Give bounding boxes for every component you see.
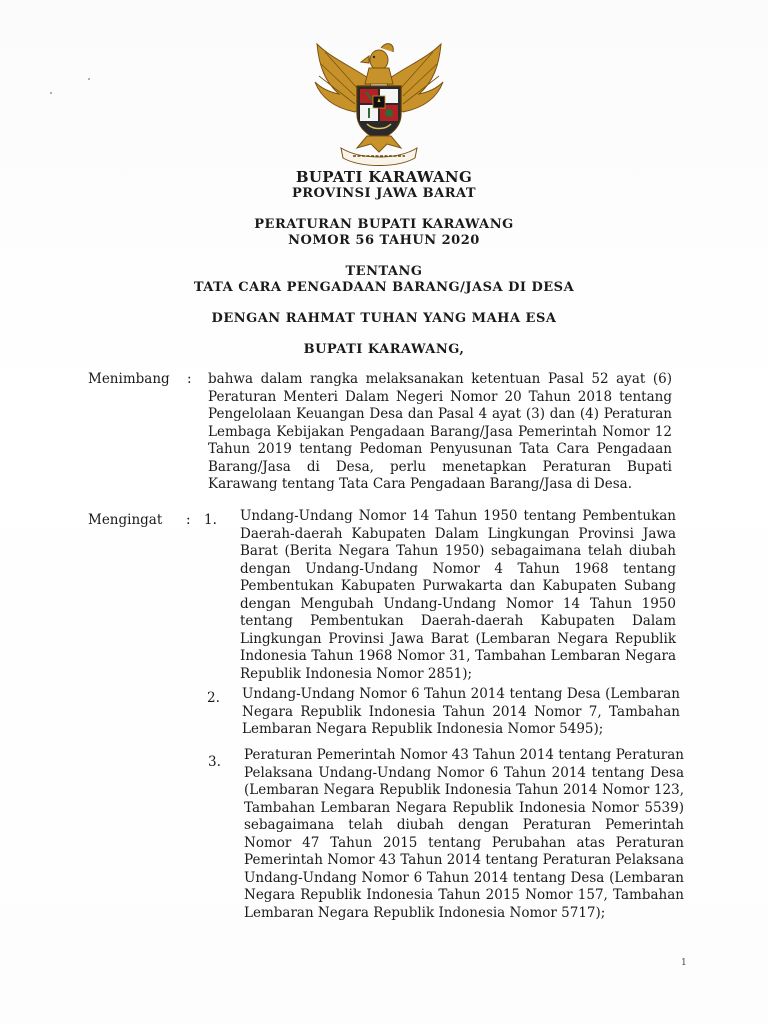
about-heading: TENTANG <box>345 264 423 279</box>
mengingat-label: Mengingat <box>88 512 163 528</box>
regulation-title: PERATURAN BUPATI KARAWANG <box>254 217 514 232</box>
header-provinsi: PROVINSI JAWA BARAT <box>291 186 477 201</box>
list-item-text: Undang-Undang Nomor 14 Tahun 1950 tentang Pembentukan Daerah-daerah Kabupaten Dalam Lingkungan Provinsi Jawa Barat (Berita Negara Tahun 1950) sebagaimana telah diubah dengan Undang-Undang Nomor 4 Tahun 1968 tentang Pembentukan Kabupaten Purwakarta dan Kabupaten Subang dengan Mengubah Undang-Undang Nomor 14 Tahun 1950 tentang Pembentukan Daerah-daerah Kabupaten Dalam Lingkungan Provinsi Jawa Barat (Lembaran Negara Republik Indonesia Tahun 1968 Nomor 31, Tambahan Lembaran Negara Republik Indonesia Nomor 2851); <box>240 508 676 682</box>
header-bupati: BUPATI KARAWANG <box>295 168 473 186</box>
list-item-text: Peraturan Pemerintah Nomor 43 Tahun 2014 tentang Peraturan Pelaksana Undang-Undang Nomor 6 Tahun 2014 tentang Desa (Lembaran Negara Republik Indonesia Tahun 2014 Nomor 123, Tambahan Lembaran Negara Republik Indonesia Nomor 5539) sebagaimana telah diubah dengan Peraturan Pemerintah Nomor 47 Tahun 2015 tentang Perubahan atas Peraturan Pemerintah Nomor 43 Tahun 2014 tentang Peraturan Pelaksana Undang-Undang Nomor 6 Tahun 2014 tentang Desa (Lembaran Negara Republik Indonesia Tahun 2015 Nomor 157, Tambahan Lembaran Negara Republik Indonesia Nomor 5717); <box>244 747 684 921</box>
menimbang-colon: : <box>187 371 192 387</box>
scan-speck <box>50 92 52 94</box>
preamble-heading: DENGAN RAHMAT TUHAN YANG MAHA ESA <box>211 311 557 326</box>
list-item-text: Undang-Undang Nomor 6 Tahun 2014 tentang Desa (Lembaran Negara Republik Indonesia Tahun 2014 Nomor 7, Tambahan Lembaran Negara Republik Indonesia Nomor 5495); <box>242 686 680 737</box>
list-item-number: 1. <box>204 512 217 528</box>
list-item-number: 3. <box>208 754 221 770</box>
scan-speck <box>88 78 90 80</box>
mengingat-colon: : <box>186 512 191 528</box>
garuda-pancasila-emblem-icon <box>311 36 447 168</box>
authority-heading: BUPATI KARAWANG, <box>303 342 465 357</box>
menimbang-text: bahwa dalam rangka melaksanakan ketentuan Pasal 52 ayat (6) Peraturan Menteri Dalam Negeri Nomor 20 Tahun 2018 tentang Pengelolaan Keuangan Desa dan Pasal 4 ayat (3) dan (4) Peraturan Lembaga Kebijakan Pengadaan Barang/Jasa Pemerintah Nomor 12 Tahun 2019 tentang Pedoman Penyusunan Tata Cara Pengadaan Barang/Jasa di Desa, perlu menetapkan Peraturan Bupati Karawang tentang Tata Cara Pengadaan Barang/Jasa di Desa. <box>208 371 672 492</box>
menimbang-label: Menimbang <box>88 371 170 387</box>
list-item-number: 2. <box>207 690 220 706</box>
regulation-number: NOMOR 56 TAHUN 2020 <box>288 233 480 248</box>
regulation-subject: TATA CARA PENGADAAN BARANG/JASA DI DESA <box>193 280 575 295</box>
page-number: 1 <box>681 958 687 968</box>
